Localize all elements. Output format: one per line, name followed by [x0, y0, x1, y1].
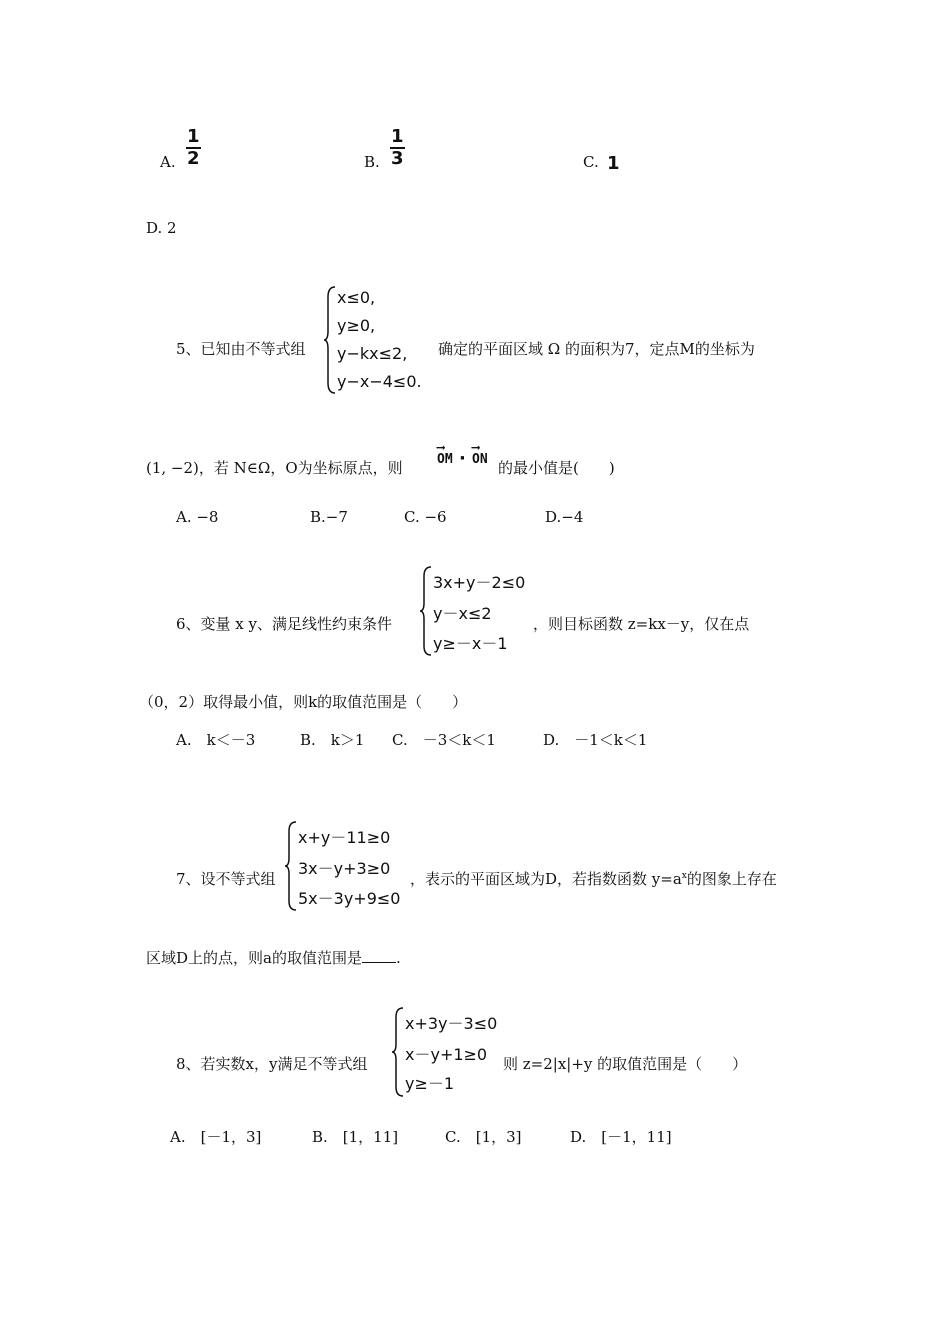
q6-inequality-system: [419, 565, 549, 657]
q5-option-b: B.−7: [310, 508, 348, 526]
denominator: 2: [187, 148, 200, 169]
q8-prefix: 8、若实数x，y满足不等式组: [176, 1055, 368, 1073]
q6-option-d: D. －1＜k＜1: [543, 731, 648, 749]
q4-option-c-value: 1: [607, 153, 620, 174]
q6-option-b: B. k＞1: [300, 731, 365, 749]
inequality-line: 3x－y+3≥0: [298, 859, 391, 878]
inequality-line: x+y－11≥0: [298, 828, 391, 847]
q6-option-c: C. －3＜k＜1: [392, 731, 496, 749]
vector-arrow-icon: ⟶: [437, 440, 445, 454]
inequality-line: x≤0,: [337, 288, 376, 307]
q5-inequality-system: [323, 285, 443, 395]
q6-suffix: ，则目标函数 z=kx－y，仅在点: [533, 615, 750, 633]
q8-suffix: 则 z=2|x|+y 的取值范围是（ ）: [503, 1055, 748, 1073]
q4-option-c-label: C.: [583, 153, 599, 171]
q4-option-d: D. 2: [146, 219, 177, 237]
q5-option-c: C. −6: [404, 508, 447, 526]
q7-suffix: ，表示的平面区域为D，若指数函数 $y=a^x$的图象上存在: [410, 870, 777, 888]
numerator: 1: [187, 126, 200, 147]
q8-option-a: A. [－1，3]: [170, 1128, 262, 1146]
vector-on: ⟶ ON: [472, 440, 488, 467]
q4-option-b-fraction: [390, 128, 405, 168]
q7-inequality-system: [284, 820, 414, 912]
q8-inequality-system: [391, 1006, 521, 1098]
exponent-x: x: [681, 871, 687, 881]
brace-icon: [391, 1006, 405, 1098]
inequality-line: y−x−4≤0.: [337, 372, 422, 391]
q5-option-d: D.−4: [545, 508, 584, 526]
q6-prefix: 6、变量 x y、满足线性约束条件: [176, 615, 393, 633]
q8-option-c: C. [1，3]: [445, 1128, 522, 1146]
brace-icon: [323, 285, 337, 395]
dot-product-symbol: ·: [459, 448, 466, 469]
inequality-line: y≥－x－1: [433, 634, 508, 653]
inequality-line: y－x≤2: [433, 604, 492, 623]
q5-option-a: A. −8: [176, 508, 219, 526]
inequality-line: 5x－3y+9≤0: [298, 889, 401, 908]
q7-prefix: 7、设不等式组: [176, 870, 276, 888]
denominator: 3: [391, 148, 404, 169]
q8-option-d: D. [－1，11]: [570, 1128, 672, 1146]
q7-line2: 区域D上的点，则a的取值范围是 .: [146, 949, 401, 967]
vector-om: ⟶ OM: [437, 440, 453, 467]
q6-line2: （0，2）取得最小值，则k的取值范围是（ ）: [139, 693, 468, 711]
q5-line2-end: 的最小值是( ): [498, 459, 615, 477]
q4-option-a-label: A.: [160, 153, 176, 171]
inequality-line: x－y+1≥0: [405, 1045, 488, 1064]
vector-arrow-icon: ⟶: [472, 440, 480, 454]
inequality-line: y≥0,: [337, 316, 376, 335]
q5-prefix: 5、已知由不等式组: [176, 340, 306, 358]
numerator: 1: [391, 126, 404, 147]
inequality-line: y−kx≤2,: [337, 344, 408, 363]
q4-option-a-fraction: [186, 128, 201, 168]
inequality-line: x+3y－3≤0: [405, 1014, 498, 1033]
q5-line2-start: (1, −2)，若 N∈Ω，O为坐标原点，则: [146, 459, 403, 477]
answer-blank[interactable]: [362, 950, 396, 963]
inequality-line: 3x+y－2≤0: [433, 573, 526, 592]
q4-option-b-label: B.: [364, 153, 380, 171]
inequality-line: y≥－1: [405, 1074, 455, 1093]
brace-icon: [419, 565, 433, 657]
brace-icon: [284, 820, 298, 912]
q8-option-b: B. [1，11]: [312, 1128, 399, 1146]
q5-suffix: 确定的平面区域 Ω 的面积为7，定点M的坐标为: [438, 340, 755, 358]
q6-option-a: A. k＜－3: [176, 731, 256, 749]
